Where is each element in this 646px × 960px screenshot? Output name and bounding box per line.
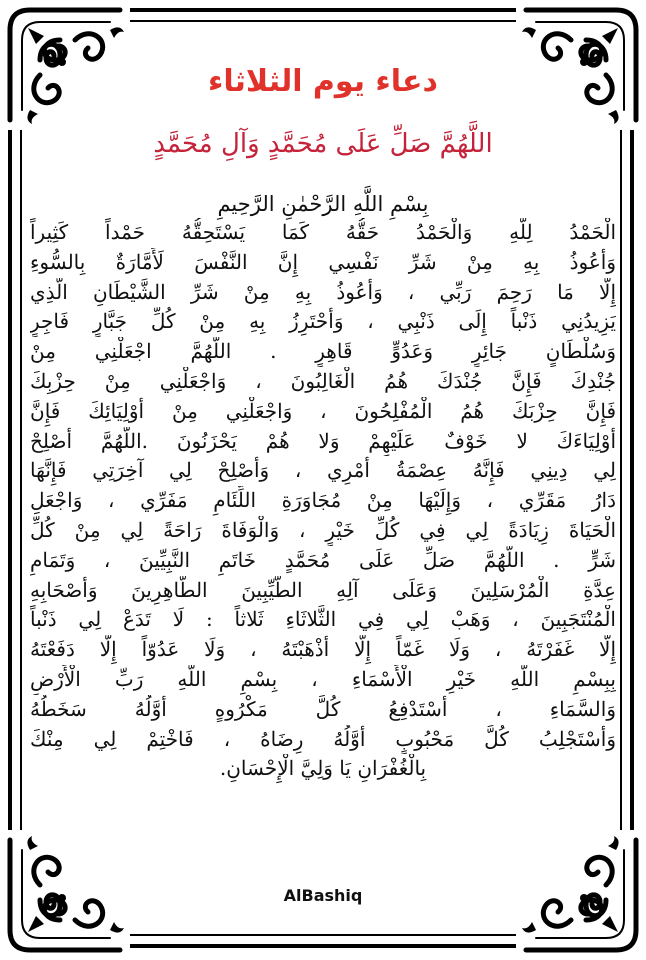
dua-line: وَأَسْتَجْلِبُ كُلَّ مَحْبُوبٍ أَوَّلُهُ رِضَاهُ ، فَاخْتِمْ لِي مِنْكَ	[30, 726, 616, 751]
dua-line: إِلَّا مَا رَحِمَ رَبِّي ، وَأَعُوذُ بِهِ مِنْ شَرِّ الشَّيْطَانِ الَّذِي	[30, 279, 616, 304]
dua-line: بِالْغُفْرَانِ يَا وَلِيَّ الْإِحْسَانِ.	[219, 756, 427, 781]
dua-line: إِلَّا غَفَرْتَهُ ، وَلَا غَمّاً إِلَّا أَذْهَبْتَهُ ، وَلَا عَدُوّاً إِلَّا دَفَعْتَهُ	[30, 637, 616, 662]
dua-line: شَرٍّ . اللَّهُمَّ صَلِّ عَلَى مُحَمَّدٍ خَاتَمِ النَّبِيِّينَ ، وَتَمَامِ	[30, 547, 616, 572]
page-title: دعاء يوم الثلاثاء	[208, 64, 438, 99]
author-signature: AlBashiq	[283, 886, 363, 905]
dua-line: دَارُ مَقَرِّي ، وَإِلَيْهَا مِنْ مُجَاوَرَةِ اللِّئَامِ مَفَرِّي ، وَاجْعَلِ	[30, 488, 616, 513]
dua-line: فَإِنَّ حِزْبَكَ هُمُ الْمُفْلِحُونَ ، وَاجْعَلْنِي مِنْ أَوْلِيَائِكَ فَإِنَّ	[30, 398, 616, 423]
dua-line: الْحَمْدُ لِلَّهِ وَالْحَمْدُ حَقُّهُ كَمَا يَسْتَحِقُّهُ حَمْداً كَثِيراً	[30, 220, 616, 244]
dua-line: الْحَيَاةَ زِيَادَةً لِي فِي كُلِّ خَيْرٍ ، وَالْوَفَاةَ رَاحَةً لِي مِنْ كُلِّ	[30, 517, 616, 542]
dua-line: وَسُلْطَانٍ جَائِرٍ وَعَدُوٍّ قَاهِرٍ . اللَّهُمَّ اجْعَلْنِي مِنْ	[30, 339, 616, 364]
salawat-heading: اللَّهُمَّ صَلِّ عَلَى مُحَمَّدٍ وَآلِ مُحَمَّدٍ	[153, 129, 493, 159]
dua-line: جُنْدِكَ فَإِنَّ جُنْدَكَ هُمُ الْغَالِبُونَ ، وَاجْعَلْنِي مِنْ حِزْبِكَ	[30, 368, 616, 393]
dua-line: وَأَعُوذُ بِهِ مِنْ شَرِّ نَفْسِي إِنَّ النَّفْسَ لَأَمَّارَةٌ بِالسُّوءِ	[30, 249, 616, 274]
dua-body	[30, 218, 616, 784]
dua-line: وَالسَّمَاءِ ، أَسْتَدْفِعُ كُلَّ مَكْرُوهٍ أَوَّلُهُ سَخَطُهُ	[30, 696, 616, 721]
dua-line: يَزِيدُنِي ذَنْباً إِلَى ذَنْبِي ، وَأَحْتَرِزُ بِهِ مِنْ كُلِّ جَبَّارٍ فَاجِرٍ	[30, 309, 616, 334]
dua-line: لِي دِينِي فَإِنَّهُ عِصْمَةُ أَمْرِي ، وَأَصْلِحْ لِي آخِرَتِي فَإِنَّهَا	[30, 458, 616, 483]
dua-line: بِبِسْمِ اللَّهِ خَيْرِ الْأَسْمَاءِ ، بِسْمِ اللَّهِ رَبِّ الْأَرْضِ	[30, 666, 616, 691]
dua-line: أَوْلِيَاءَكَ لا خَوْفٌ عَلَيْهِمْ وَلا هُمْ يَحْزَنُونَ .اللَّهُمَّ أَصْلِحْ	[30, 428, 616, 453]
dua-line: عِدَّةِ الْمُرْسَلِينَ وَعَلَى آلِهِ الطَّيِّبِينَ الطَّاهِرِينَ وَأَصْحَابِهِ	[30, 577, 616, 602]
basmala-line: بِسْمِ اللَّهِ الرَّحْمٰنِ الرَّحِيمِ	[217, 192, 429, 216]
dua-line: الْمُنْتَجَبِينَ ، وَهَبْ لِي فِي الثَّلاثَاءِ ثَلاثاً : لَا تَدَعْ لِي ذَنْباً	[30, 607, 616, 632]
